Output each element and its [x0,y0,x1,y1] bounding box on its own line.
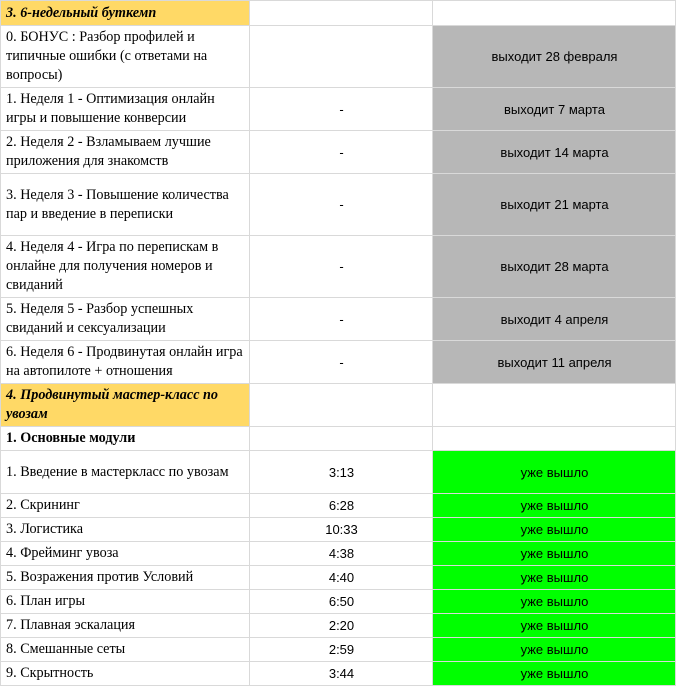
lesson-status[interactable]: выходит 28 февраля [433,26,676,88]
lesson-status[interactable]: выходит 11 апреля [433,341,676,384]
subsection-row [1,427,676,451]
lesson-status[interactable]: выходит 21 марта [433,174,676,236]
lesson-status[interactable]: выходит 28 марта [433,236,676,298]
table-row [1,451,676,494]
lesson-duration[interactable]: - [250,236,433,298]
section-header-row [1,384,676,427]
lesson-status[interactable]: выходит 7 марта [433,88,676,131]
lesson-duration[interactable]: - [250,88,433,131]
table-row [1,542,676,566]
lesson-status[interactable]: уже вышло [433,662,676,686]
table-row [1,341,676,384]
table-row [1,174,676,236]
lesson-status[interactable]: уже вышло [433,542,676,566]
lesson-name[interactable]: 6. План игры [1,590,250,614]
lesson-duration[interactable] [250,26,433,88]
lesson-duration[interactable]: - [250,174,433,236]
lesson-status[interactable]: уже вышло [433,614,676,638]
lesson-duration[interactable]: 3:13 [250,451,433,494]
table-row [1,26,676,88]
table-row [1,614,676,638]
table-row [1,638,676,662]
lesson-duration[interactable]: 2:20 [250,614,433,638]
lesson-name[interactable]: 2. Неделя 2 - Взламываем лучшие приложения для знакомств [1,131,250,174]
lesson-name[interactable]: 9. Скрытность [1,662,250,686]
lesson-status[interactable]: уже вышло [433,566,676,590]
lesson-status[interactable]: выходит 14 марта [433,131,676,174]
table-row [1,566,676,590]
lesson-duration[interactable]: - [250,341,433,384]
empty-cell[interactable] [433,384,676,427]
lesson-name[interactable]: 0. БОНУС : Разбор профилей и типичные ошибки (с ответами на вопросы) [1,26,250,88]
lesson-name[interactable]: 8. Смешанные сеты [1,638,250,662]
lesson-status[interactable]: уже вышло [433,451,676,494]
lesson-duration[interactable]: 10:33 [250,518,433,542]
lesson-name[interactable]: 7. Плавная эскалация [1,614,250,638]
lesson-status[interactable]: уже вышло [433,518,676,542]
lesson-name[interactable]: 2. Скрининг [1,494,250,518]
lesson-duration[interactable]: 4:38 [250,542,433,566]
lesson-status[interactable]: уже вышло [433,494,676,518]
table-row [1,298,676,341]
table-row [1,518,676,542]
lesson-duration[interactable]: 4:40 [250,566,433,590]
table-row [1,88,676,131]
lesson-name[interactable]: 3. Логистика [1,518,250,542]
subsection-title[interactable]: 1. Основные модули [1,427,250,451]
lesson-name[interactable]: 1. Неделя 1 - Оптимизация онлайн игры и повышение конверсии [1,88,250,131]
table-row [1,662,676,686]
lesson-duration[interactable]: 6:28 [250,494,433,518]
table-row [1,131,676,174]
empty-cell[interactable] [250,427,433,451]
lesson-name[interactable]: 6. Неделя 6 - Продвинутая онлайн игра на автопилоте + отношения [1,341,250,384]
empty-cell[interactable] [250,1,433,26]
empty-cell[interactable] [433,1,676,26]
lesson-name[interactable]: 1. Введение в мастеркласс по увозам [1,451,250,494]
lesson-duration[interactable]: 2:59 [250,638,433,662]
lesson-name[interactable]: 5. Неделя 5 - Разбор успешных свиданий и сексуализации [1,298,250,341]
section-header-row [1,1,676,26]
lesson-status[interactable]: уже вышло [433,638,676,662]
empty-cell[interactable] [433,427,676,451]
lesson-name[interactable]: 5. Возражения против Условий [1,566,250,590]
lesson-name[interactable]: 3. Неделя 3 - Повышение количества пар и введение в переписки [1,174,250,236]
lesson-duration[interactable]: 6:50 [250,590,433,614]
lesson-name[interactable]: 4. Неделя 4 - Игра по перепискам в онлайне для получения номеров и свиданий [1,236,250,298]
lesson-duration[interactable]: 3:44 [250,662,433,686]
table-row [1,590,676,614]
empty-cell[interactable] [250,384,433,427]
lesson-name[interactable]: 4. Фрейминг увоза [1,542,250,566]
lesson-status[interactable]: выходит 4 апреля [433,298,676,341]
lesson-status[interactable]: уже вышло [433,590,676,614]
table-row [1,236,676,298]
lesson-duration[interactable]: - [250,298,433,341]
table-row [1,494,676,518]
section-3-title[interactable]: 3. 6-недельный буткемп [1,1,250,26]
section-4-title[interactable]: 4. Продвинутый мастер-класс по увозам [1,384,250,427]
lesson-duration[interactable]: - [250,131,433,174]
